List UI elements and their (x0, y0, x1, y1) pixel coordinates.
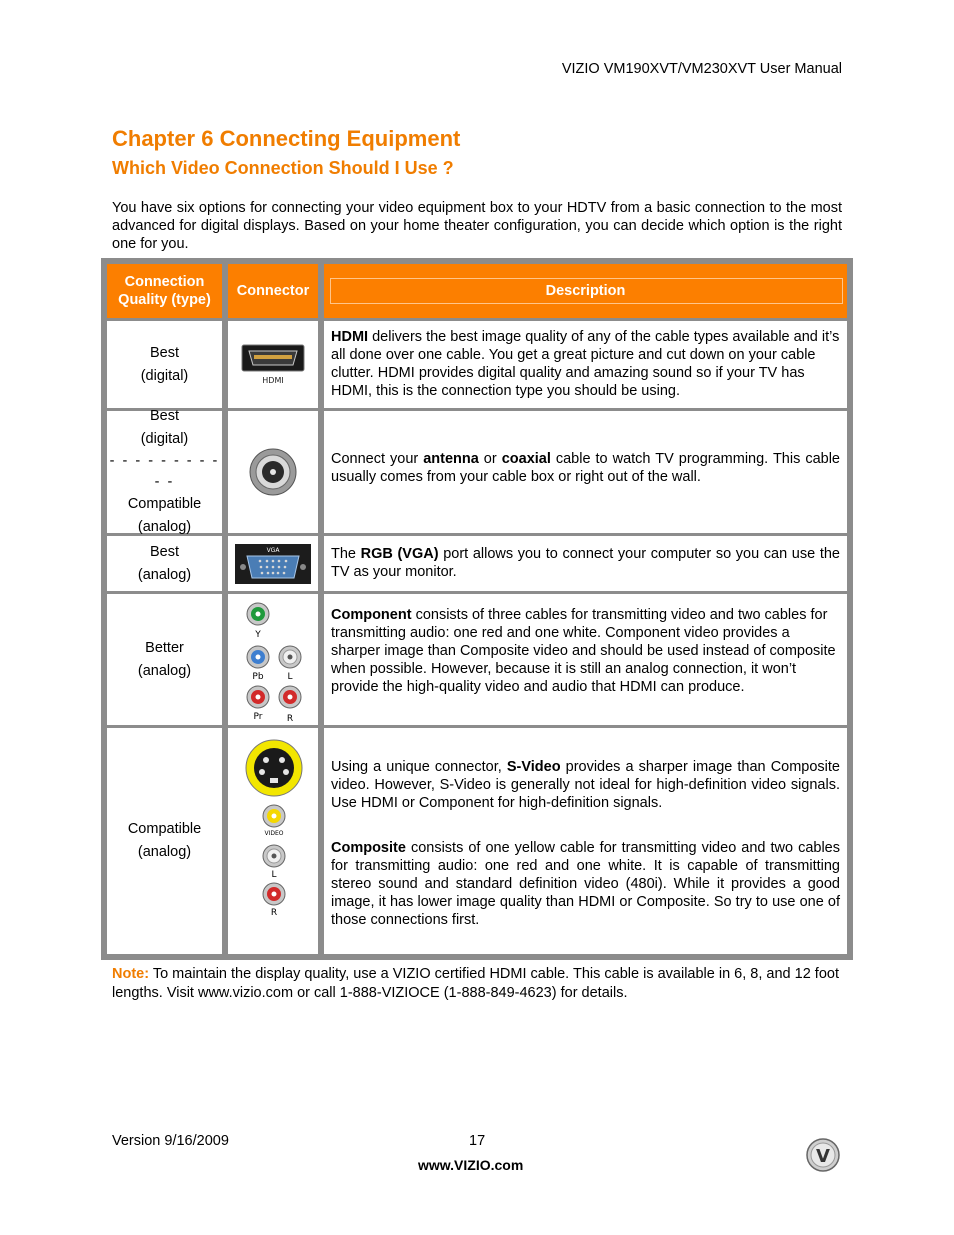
vga-label: VGA (266, 546, 280, 554)
footer-url: www.VIZIO.com (418, 1157, 524, 1173)
row-svideo-composite-quality: Compatible (analog) (107, 728, 222, 954)
jack-r-icon (279, 686, 301, 708)
svg-text:L: L (287, 672, 293, 682)
vga-port-icon (235, 544, 311, 584)
row-vga-quality: Best (analog) (107, 536, 222, 591)
svg-text:V: V (816, 1146, 830, 1167)
svg-text:Y: Y (255, 630, 261, 640)
svideo-paragraph: Using a unique connector, S-Video provides a sharper image than Composite video. However, S-Video is generally not ideal for high-definition video signals. Use HDMI or Component for high-definition signals. (331, 759, 840, 811)
chapter-title: Chapter 6 Connecting Equipment (112, 126, 461, 151)
row-svideo-composite-description (324, 728, 847, 954)
svg-text:R: R (270, 908, 278, 918)
svg-text:R: R (286, 714, 294, 724)
row-vga-connector (228, 536, 318, 591)
composite-r-jack-icon (263, 883, 285, 905)
hdmi-port-icon (238, 342, 308, 388)
row-coax-connector (228, 411, 318, 533)
footer-page-number: 17 (469, 1133, 486, 1149)
row-coax-description: Connect your antenna or coaxial cable to watch TV programming. This cable usually comes from your cable box or right out of the wall. (324, 411, 847, 533)
header-connector: Connector (228, 264, 318, 318)
jack-l-icon (279, 646, 301, 668)
header-description: Description (324, 264, 847, 318)
vizio-logo-icon (806, 1138, 840, 1172)
composite-video-jack-icon (263, 805, 285, 827)
svg-text:L: L (271, 870, 277, 880)
hdmi-label: HDMI (262, 375, 284, 385)
row-coax-quality: Best (digital) - - - - - - - - - - - Compatible (analog) (107, 411, 222, 533)
component-jacks-icon (228, 594, 318, 725)
row-component-quality: Better (analog) (107, 594, 222, 725)
row-vga-description: The RGB (VGA) port allows you to connect your computer so you can use the TV as your monitor. (324, 536, 847, 591)
composite-l-jack-icon (263, 845, 285, 867)
svg-text:Pr: Pr (253, 712, 263, 722)
composite-paragraph: Composite consists of one yellow cable for transmitting video and two cables for transmitting audio: one red and one white. It is capable of transmitting stereo sound and standard definition video (480i). While it provides a good image, it has lower image quality than HDMI or Composite. So try to use one of those connections first. (331, 840, 840, 928)
footer-version: Version 9/16/2009 (112, 1133, 229, 1149)
note-label: Note: (112, 966, 150, 982)
manual-title: VIZIO VM190XVT/VM230XVT User Manual (561, 61, 842, 77)
jack-pb-icon (247, 646, 269, 668)
row-component-description: Component consists of three cables for transmitting video and two cables for transmitting audio: one red and one white. Component video provides a sharper image than Composite video and should be used instead of composite when possible. However, because it is still an analog connection, it won’t provide the high-quality video and audio that HDMI can produce. (324, 594, 847, 725)
coaxial-jack-icon (248, 447, 298, 497)
svideo-composite-jacks-icon (228, 728, 318, 954)
header-quality: Connection Quality (type) (107, 264, 222, 318)
row-svideo-composite-connector (228, 728, 318, 954)
section-title: Which Video Connection Should I Use ? (112, 158, 454, 178)
svideo-jack-icon (246, 740, 302, 796)
row-hdmi-description: HDMI delivers the best image quality of any of the cable types available and it’s all done over one cable. You get a great picture and cut down on your cable clutter. HDMI provides digital quality and amazing sound so if your TV has HDMI, this is the connection type you should be using. (324, 321, 847, 408)
row-hdmi-connector (228, 321, 318, 408)
svg-text:VIDEO: VIDEO (264, 830, 284, 837)
jack-pr-icon (247, 686, 269, 708)
jack-y-icon (247, 603, 269, 625)
row-component-connector (228, 594, 318, 725)
connection-table (101, 258, 853, 960)
row-hdmi-quality: Best (digital) (107, 321, 222, 408)
svg-text:Pb: Pb (252, 672, 264, 682)
intro-paragraph: You have six options for connecting your video equipment box to your HDTV from a basic connection to the most advanced for digital displays. Based on your home theater configuration, you can decide which option is the right one for you. (112, 200, 842, 252)
note-paragraph: Note: To maintain the display quality, use a VIZIO certified HDMI cable. This cable is available in 6, 8, and 12 foot lengths. Visit www.vizio.com or call 1-888-VIZIOCE (1-888-849-4623) for details. (112, 966, 839, 1001)
